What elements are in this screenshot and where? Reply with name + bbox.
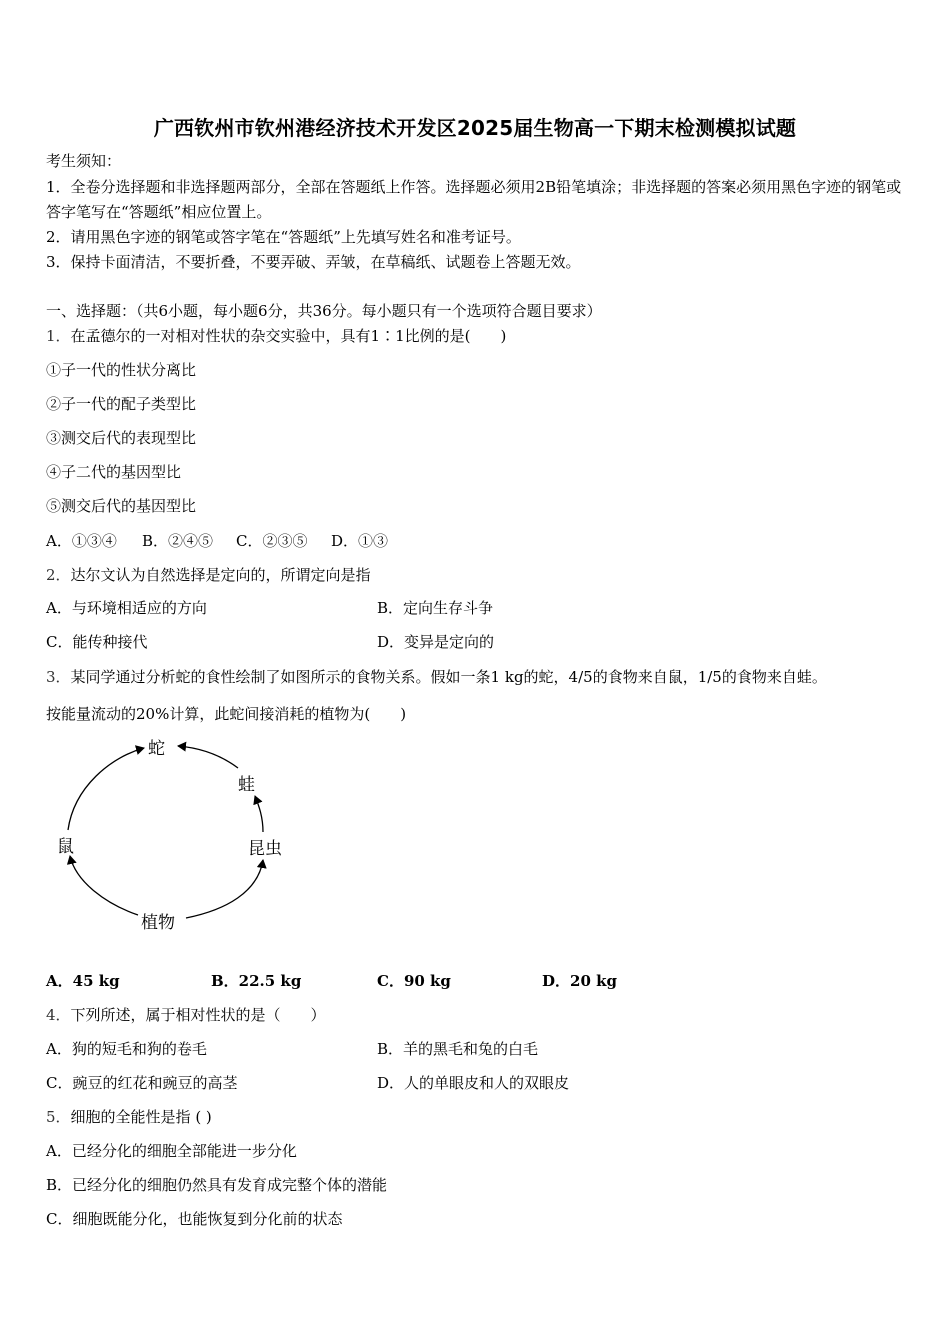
question-1: [46, 325, 506, 347]
node-snake: 蛇: [148, 739, 165, 759]
question-5: [46, 1106, 212, 1128]
q1-item-2: ②子一代的配子类型比: [46, 395, 197, 413]
question-number: 4．: [46, 1006, 71, 1024]
q3-option-a: A．45 kg: [46, 972, 120, 990]
q5-option-a: A．已经分化的细胞全部能进一步分化: [46, 1142, 297, 1160]
node-mouse: 鼠: [57, 837, 74, 857]
question-number: 3．: [46, 668, 71, 686]
question-stem: 下列所述，属于相对性状的是（ ）: [70, 1006, 326, 1024]
notice-heading: 考生须知：: [46, 152, 122, 170]
q4-option-a: A．狗的短毛和狗的卷毛: [46, 1040, 207, 1058]
question-stem: 达尔文认为自然选择是定向的，所谓定向是指: [70, 566, 371, 584]
node-plant: 植物: [141, 913, 175, 933]
question-4: [46, 1004, 326, 1026]
q3-option-c: C．90 kg: [377, 972, 451, 990]
question-stem: 在孟德尔的一对相对性状的杂交实验中，具有1∶1比例的是( ): [70, 327, 507, 345]
arrow-plant-to-mouse: [70, 856, 138, 915]
question-number: 5．: [46, 1108, 71, 1126]
question-number: 2．: [46, 566, 71, 584]
arrow-mouse-to-snake: [68, 748, 144, 830]
question-number: 1．: [46, 327, 71, 345]
q4-option-c: C．豌豆的红花和豌豆的高茎: [46, 1074, 238, 1092]
node-frog: 蛙: [238, 775, 255, 795]
question-3: [46, 666, 827, 688]
q4-option-d: D．人的单眼皮和人的双眼皮: [377, 1074, 570, 1092]
q2-option-b: B．定向生存斗争: [377, 599, 494, 617]
q5-option-b: B．已经分化的细胞仍然具有发育成完整个体的潜能: [46, 1176, 388, 1194]
question-2: [46, 564, 371, 586]
question-3-stem-cont: 按能量流动的20%计算，此蛇间接消耗的植物为( ): [46, 705, 407, 723]
notice-item-3: 3．保持卡面清洁，不要折叠，不要弄破、弄皱，在草稿纸、试题卷上答题无效。: [46, 253, 581, 271]
q3-option-b: B．22.5 kg: [211, 972, 302, 990]
q4-option-b: B．羊的黑毛和兔的白毛: [377, 1040, 539, 1058]
notice-item-2: 2．请用黑色字迹的钢笔或答字笔在“答题纸”上先填写姓名和准考证号。: [46, 228, 521, 246]
q2-option-c: C．能传种接代: [46, 633, 148, 651]
section-heading: 一、选择题：（共6小题，每小题6分，共36分。每小题只有一个选项符合题目要求）: [46, 302, 602, 320]
food-web-diagram: [46, 732, 306, 942]
q2-option-d: D．变异是定向的: [377, 633, 495, 651]
question-stem: 某同学通过分析蛇的食性绘制了如图所示的食物关系。假如一条1 kg的蛇，4/5的食物来自鼠，1/5的食物来自蛙。: [70, 668, 827, 686]
notice-item-1: 1．全卷分选择题和非选择题两部分，全部在答题纸上作答。选择题必须用2B铅笔填涂；非选择题的答案必须用黑色字迹的钢笔或答字笔写在“答题纸”相应位置上。: [46, 178, 902, 221]
q1-item-3: ③测交后代的表现型比: [46, 429, 197, 447]
question-stem: 细胞的全能性是指 ( ): [70, 1108, 212, 1126]
q1-option-b: B．②④⑤: [142, 532, 214, 550]
q1-option-a: A．①③④: [46, 532, 117, 550]
q1-item-5: ⑤测交后代的基因型比: [46, 497, 197, 515]
arrow-plant-to-insect: [186, 860, 263, 918]
exam-title: 广西钦州市钦州港经济技术开发区2025届生物高一下期末检测模拟试题: [153, 116, 797, 140]
q3-option-d: D．20 kg: [542, 972, 617, 990]
q1-option-c: C．②③⑤: [236, 532, 308, 550]
q1-item-1: ①子一代的性状分离比: [46, 361, 197, 379]
arrow-frog-to-snake: [178, 746, 238, 768]
q1-item-4: ④子二代的基因型比: [46, 463, 182, 481]
q1-option-d: D．①③: [331, 532, 389, 550]
arrow-insect-to-frog: [255, 796, 263, 832]
q5-option-c: C．细胞既能分化，也能恢复到分化前的状态: [46, 1210, 343, 1228]
node-insect: 昆虫: [248, 839, 282, 859]
q2-option-a: A．与环境相适应的方向: [46, 599, 207, 617]
